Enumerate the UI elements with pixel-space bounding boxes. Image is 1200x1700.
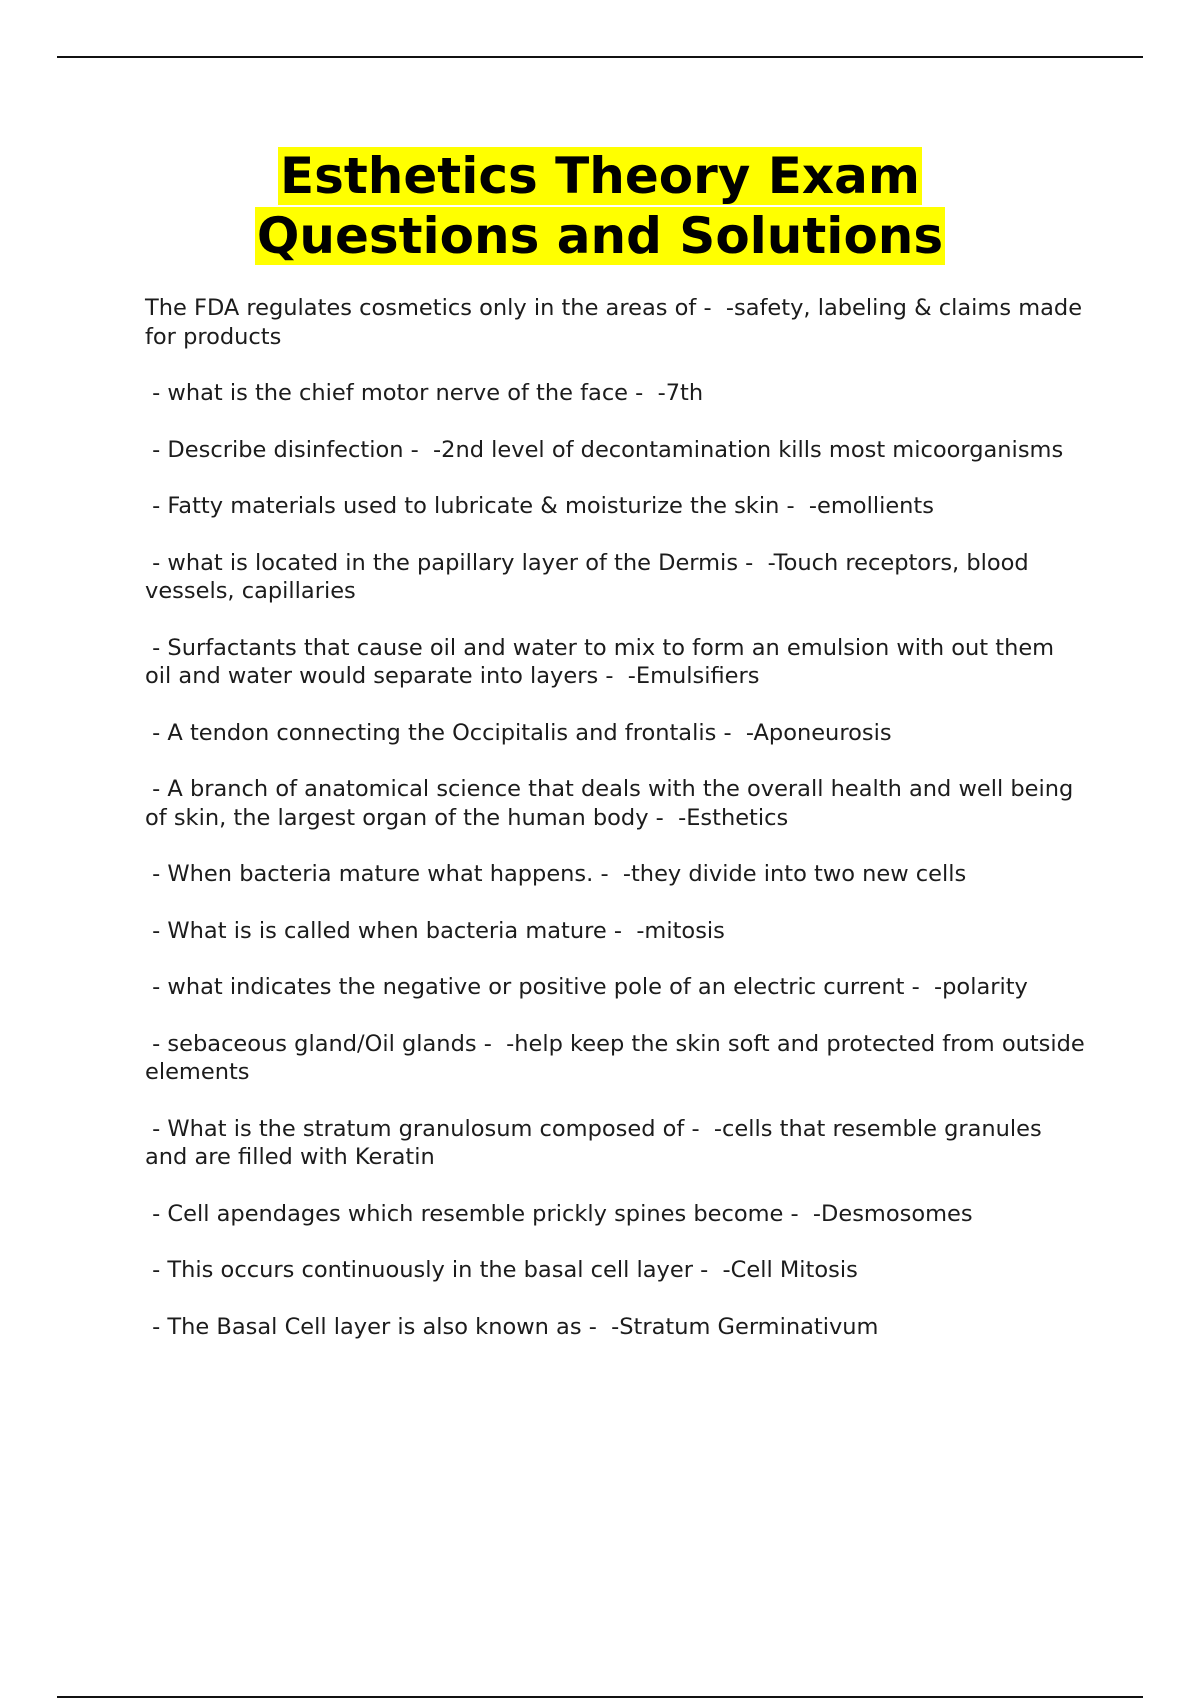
qa-item: - A tendon connecting the Occipitalis and frontalis - -Aponeurosis xyxy=(145,719,892,746)
qa-item: - This occurs continuously in the basal cell layer - -Cell Mitosis xyxy=(145,1257,858,1283)
qa-item: - sebaceous gland/Oil glands - -help keep the skin soft and protected from outside elements xyxy=(145,1030,1092,1085)
qa-item: - Cell apendages which resemble prickly spines become - -Desmosomes xyxy=(145,1200,973,1227)
title-line-2: Questions and Solutions xyxy=(256,207,944,265)
qa-item: - what indicates the negative or positive pole of an electric current - -polarity xyxy=(145,974,1028,1000)
qa-item: - Fatty materials used to lubricate & moisturize the skin - -emollients xyxy=(145,493,934,519)
bottom-rule xyxy=(57,1696,1143,1698)
qa-list xyxy=(145,294,1092,1369)
qa-item: - What is is called when bacteria mature - -mitosis xyxy=(145,917,725,944)
page-title xyxy=(0,146,1200,266)
qa-item: - What is the stratum granulosum composed of - -cells that resemble granules and are filled with Keratin xyxy=(145,1115,1049,1170)
qa-item: - what is located in the papillary layer of the Dermis - -Touch receptors, blood vessels, capillaries xyxy=(145,549,1036,604)
qa-item: - Surfactants that cause oil and water to mix to form an emulsion with out them oil and water would separate into layers - -Emulsifiers xyxy=(145,634,1062,689)
top-rule xyxy=(57,56,1143,58)
qa-item: - When bacteria mature what happens. - -they divide into two new cells xyxy=(145,861,967,887)
title-block xyxy=(0,146,1200,266)
qa-item: - A branch of anatomical science that deals with the overall health and well being of skin, the largest organ of the human body - -Esthetics xyxy=(145,776,1081,831)
qa-item: - The Basal Cell layer is also known as - -Stratum Germinativum xyxy=(145,1313,879,1340)
title-line-1: Esthetics Theory Exam xyxy=(279,147,921,205)
qa-item: The FDA regulates cosmetics only in the areas of - -safety, labeling & claims made for products xyxy=(145,295,1090,350)
qa-item: - what is the chief motor nerve of the face - -7th xyxy=(145,380,704,406)
qa-item: - Describe disinfection - -2nd level of decontamination kills most micoorganisms xyxy=(145,436,1064,463)
